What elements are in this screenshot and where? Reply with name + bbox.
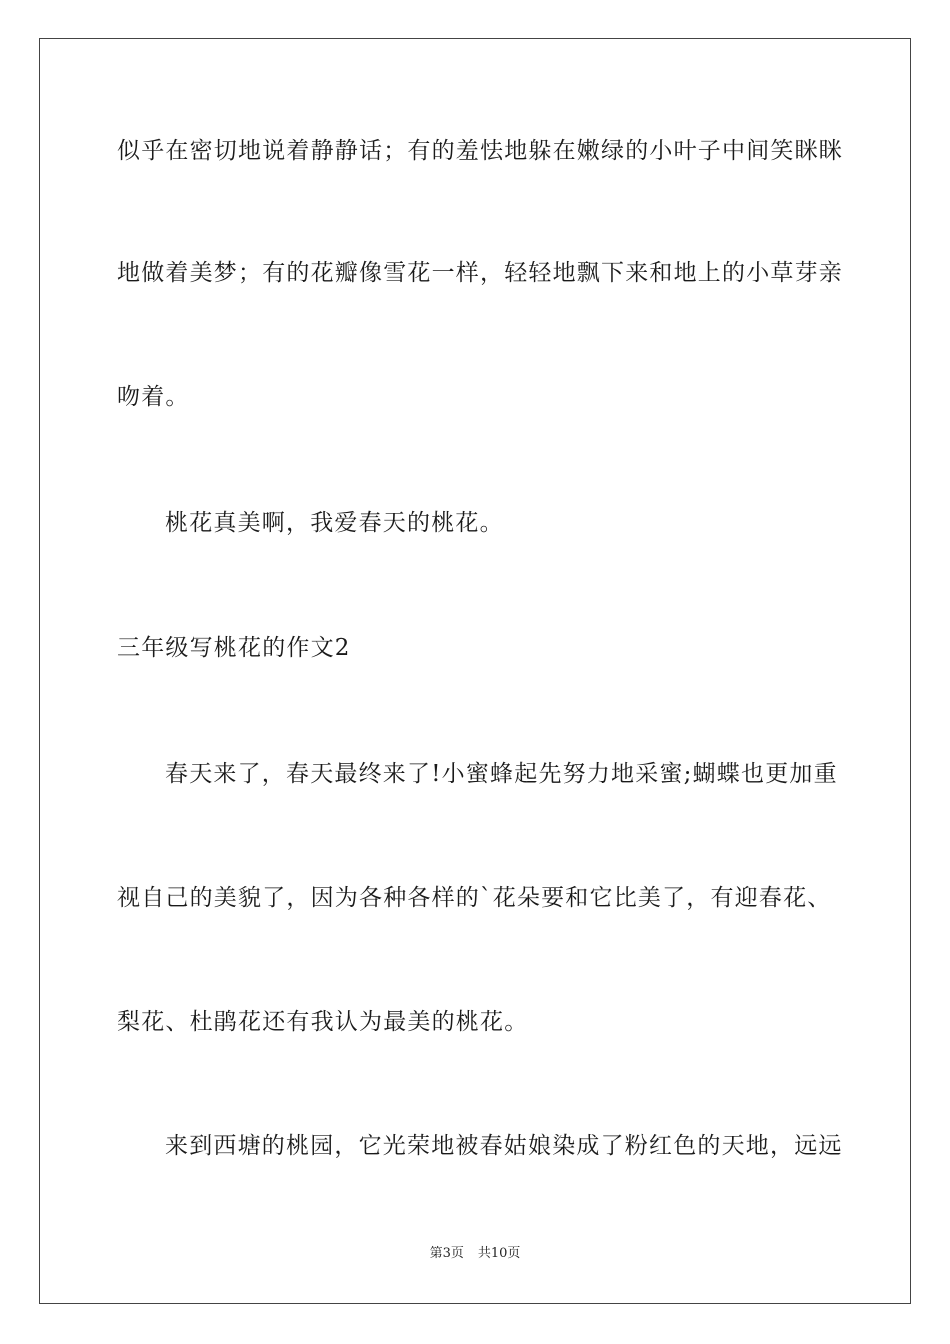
section-heading: 三年级写桃花的作文2	[117, 635, 351, 661]
page-total: 共10页	[477, 1246, 521, 1261]
paragraph-line-3: 吻着。	[117, 384, 190, 410]
paragraph-line-6: 视自己的美貌了，因为各种各样的`花朵要和它比美了，有迎春花、	[117, 885, 832, 911]
paragraph-line-1: 似乎在密切地说着静静话；有的羞怯地躲在嫩绿的小叶子中间笑眯眯	[117, 138, 843, 164]
page-footer	[0, 1245, 950, 1263]
paragraph-line-5: 春天来了，春天最终来了!小蜜蜂起先努力地采蜜;蝴蝶也更加重	[165, 761, 838, 787]
paragraph-line-7: 梨花、杜鹃花还有我认为最美的桃花。	[117, 1009, 529, 1035]
page-number: 第3页	[429, 1246, 464, 1261]
paragraph-line-4: 桃花真美啊，我爱春天的桃花。	[165, 510, 504, 536]
page-border	[39, 38, 911, 1304]
paragraph-line-8: 来到西塘的桃园，它光荣地被春姑娘染成了粉红色的天地，远远	[165, 1133, 843, 1159]
paragraph-line-2: 地做着美梦；有的花瓣像雪花一样，轻轻地飘下来和地上的小草芽亲	[117, 260, 843, 286]
